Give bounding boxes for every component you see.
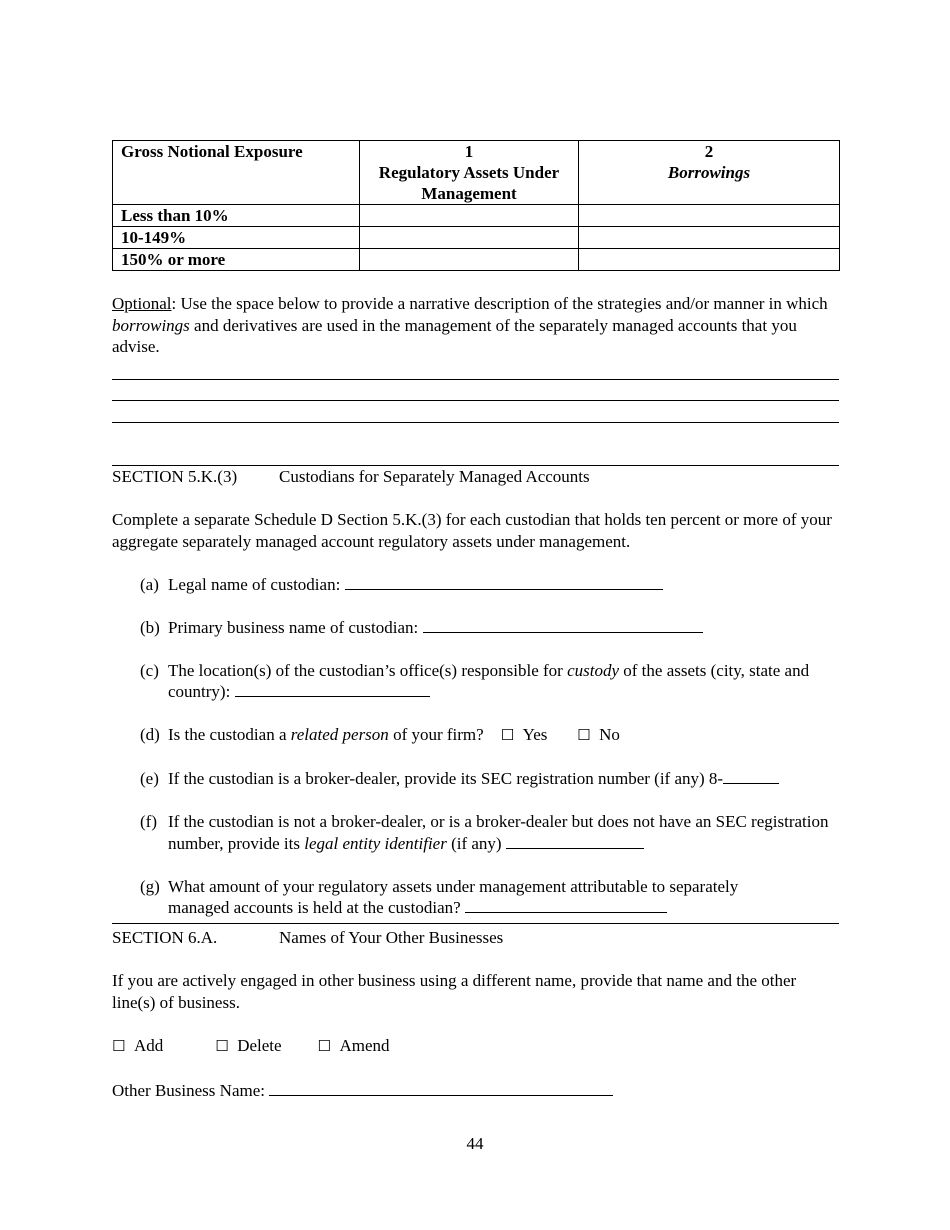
document-page [112, 140, 839, 1101]
table-cell[interactable] [360, 205, 579, 227]
row-label: 150% or more [113, 249, 360, 271]
lei-field[interactable] [506, 833, 644, 849]
table-cell[interactable] [360, 249, 579, 271]
item-text-end: (if any) [446, 833, 502, 853]
col1-title: Regulatory Assets Under Management [378, 163, 560, 203]
row-label: 10-149% [113, 227, 360, 249]
table-row [113, 249, 840, 271]
section-title: Names of Your Other Businesses [279, 927, 504, 947]
optional-text: : Use the space below to provide a narrative description of the strategies and/or manner in which [171, 294, 828, 313]
item-e [140, 768, 839, 790]
item-text: Legal name of custodian: [168, 574, 341, 594]
item-text: If the custodian is not a broker-dealer, or is a broker-dealer but does not have an SEC registration number, provide its [168, 812, 829, 853]
custodian-location-field[interactable] [235, 681, 430, 697]
table-cell[interactable] [579, 249, 840, 271]
yes-label: Yes [522, 725, 548, 744]
legal-name-field[interactable] [345, 574, 663, 590]
item-text-end: of the assets (city, state and country): [168, 660, 810, 701]
action-checkboxes [112, 1035, 839, 1058]
amend-checkbox[interactable]: ☐ [317, 1037, 331, 1055]
item-label: (b) [140, 617, 160, 637]
table-row [113, 227, 840, 249]
item-a [140, 574, 839, 596]
item-italic: legal entity identifier [304, 833, 447, 853]
item-f [140, 811, 839, 854]
section-divider [112, 923, 839, 924]
item-label: (d) [140, 725, 160, 744]
no-checkbox[interactable]: ☐ [577, 726, 591, 744]
item-c [140, 660, 839, 703]
row-label: Less than 10% [113, 205, 360, 227]
other-business-name-label: Other Business Name: [112, 1080, 265, 1100]
add-label: Add [133, 1036, 164, 1055]
item-text: Primary business name of custodian: [168, 617, 419, 637]
other-business-name-row [112, 1080, 839, 1102]
item-text: If the custodian is a broker-dealer, provide its SEC registration number (if any) 8- [168, 769, 724, 788]
other-business-name-field[interactable] [269, 1080, 613, 1096]
table-cell[interactable] [360, 227, 579, 249]
optional-paragraph [112, 293, 839, 358]
yes-checkbox[interactable]: ☐ [500, 726, 515, 744]
item-label: (g) [140, 876, 160, 896]
table-cell[interactable] [579, 205, 840, 227]
section-5k3-intro: Complete a separate Schedule D Section 5.K.(3) for each custodian that holds ten percent or more of your aggregate separately managed account regulatory assets under management. [112, 510, 832, 551]
col2-header [579, 141, 840, 205]
section-number: SECTION 5.K.(3) [112, 466, 238, 486]
table-cell[interactable] [579, 227, 840, 249]
col2-title: Borrowings [667, 163, 751, 182]
item-b [140, 617, 839, 639]
item-g [140, 876, 839, 919]
narrative-lines[interactable] [112, 379, 839, 466]
section-title: Custodians for Separately Managed Accounts [279, 466, 590, 486]
item-d [140, 724, 839, 747]
sec-registration-field[interactable] [723, 768, 779, 784]
item-text: The location(s) of the custodian’s office(s) responsible for [168, 660, 568, 680]
primary-business-name-field[interactable] [423, 617, 703, 633]
col2-number: 2 [704, 142, 714, 161]
col1-number: 1 [464, 142, 474, 161]
no-label: No [599, 725, 620, 744]
add-checkbox[interactable]: ☐ [112, 1037, 126, 1055]
item-label: (c) [140, 660, 159, 680]
section-6a-heading [112, 927, 839, 949]
section-5k3-heading [112, 466, 839, 488]
section-6a-intro: If you are actively engaged in other business using a different name, provide that name and the other line(s) of business. [112, 971, 797, 1012]
table-header-row [113, 141, 840, 205]
custodian-amount-field[interactable] [465, 897, 667, 913]
delete-checkbox[interactable]: ☐ [215, 1037, 229, 1055]
item-text-end: of your firm? [388, 725, 484, 744]
page-number: 44 [466, 1134, 484, 1153]
item-label: (a) [140, 574, 159, 594]
col0-header: Gross Notional Exposure [113, 141, 360, 205]
table-row [113, 205, 840, 227]
optional-italic: borrowings [112, 315, 190, 335]
item-italic: related person [290, 725, 389, 744]
gross-notional-exposure-table [112, 140, 840, 271]
section-number: SECTION 6.A. [112, 927, 218, 947]
item-label: (f) [140, 812, 157, 831]
col1-header [360, 141, 579, 205]
optional-text-end: and derivatives are used in the management of the separately managed accounts that you advise. [112, 315, 797, 356]
item-label: (e) [140, 769, 159, 788]
optional-label: Optional [112, 294, 172, 313]
item-italic: custody [567, 660, 620, 680]
item-text: Is the custodian a [168, 725, 291, 744]
item-text: What amount of your regulatory assets under management attributable to separately managed accounts is held at the custodian? [168, 876, 739, 917]
amend-label: Amend [339, 1036, 390, 1055]
delete-label: Delete [237, 1036, 282, 1055]
